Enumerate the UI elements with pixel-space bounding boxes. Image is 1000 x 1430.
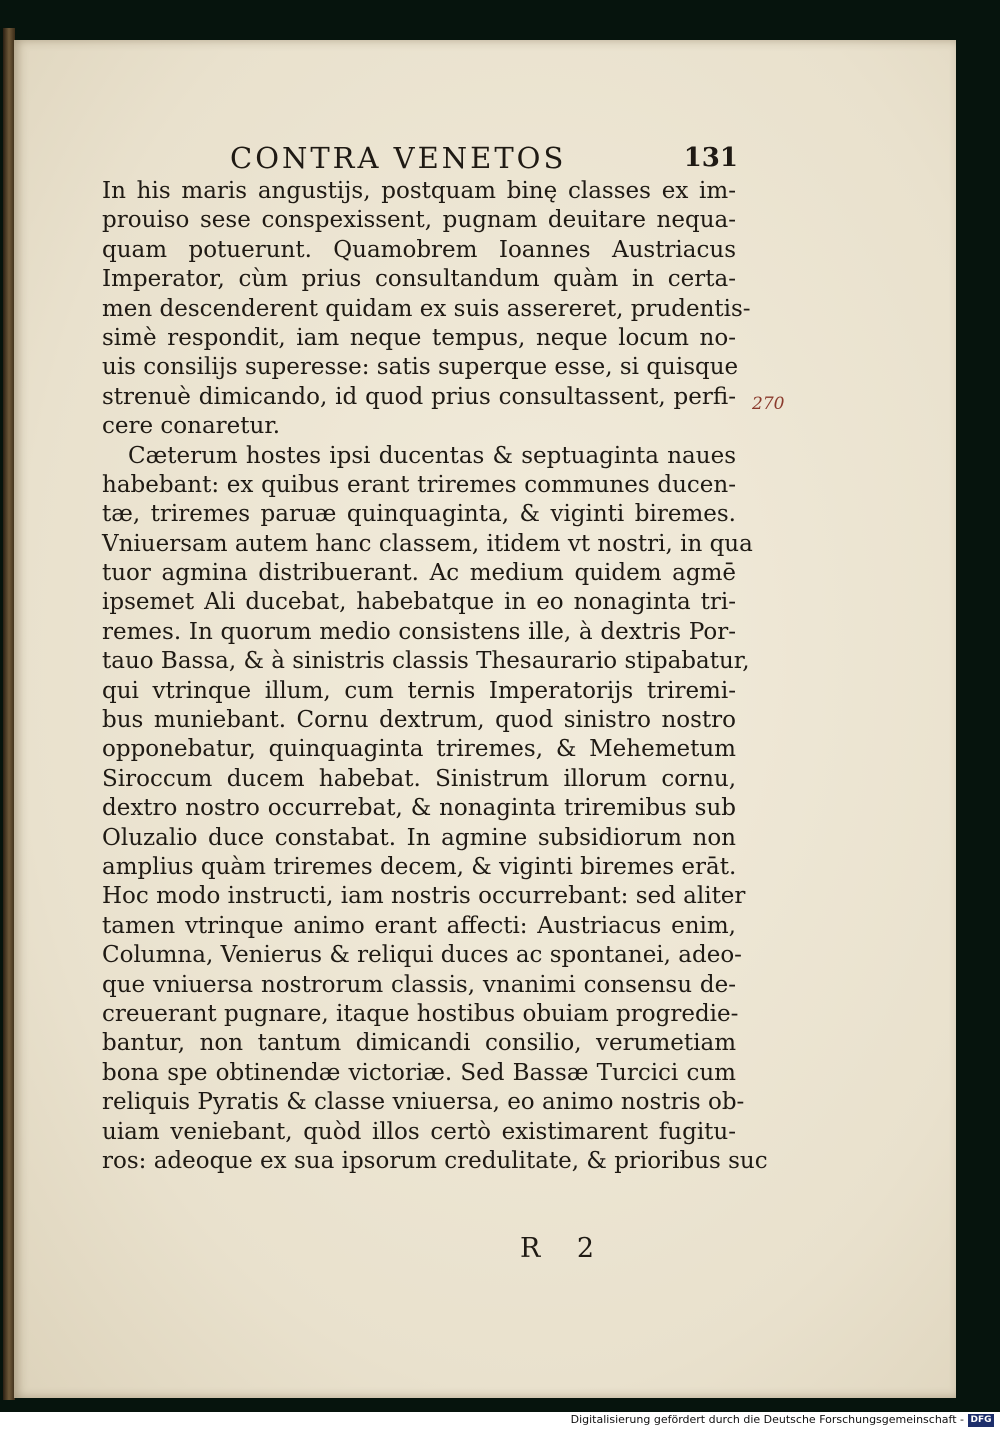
text-line: tamen vtrinque animo erant affecti: Austriacus enim, [102,912,736,939]
text-line: dextro nostro occurrebat, & nonaginta triremibus sub [102,795,736,822]
text-line: reliquis Pyratis & classe vniuersa, eo animo nostris ob- [102,1089,745,1116]
signature-mark: R 2 [520,1233,609,1264]
text-line: tuor agmina distribuerant. Ac medium quidem agmē [102,560,736,587]
book-page [14,40,956,1398]
text-line: opponebatur, quinquaginta triremes, & Mehemetum [102,736,736,763]
text-line: bona spe obtinendæ victoriæ. Sed Bassæ Turcici cum [102,1059,736,1086]
text-line: Hoc modo instructi, iam nostris occurrebant: sed aliter [102,883,746,910]
paragraph-1 [102,177,751,442]
text-line: uis consilijs superesse: satis superque esse, si quisque [102,354,739,381]
text-line: bantur, non tantum dimicandi consilio, verumetiam [102,1030,736,1057]
text-line: cere conaretur. [102,413,281,440]
page-number: 131 [683,143,738,173]
text-line: habebant: ex quibus erant triremes communes ducen- [102,471,736,498]
text-line: tæ, triremes paruæ quinquaginta, & viginti biremes. [102,501,736,528]
text-line: qui vtrinque illum, cum ternis Imperatorijs triremi- [102,677,736,704]
dfg-logo-icon: DFG [968,1414,994,1427]
running-head: CONTRA VENETOS [230,141,567,175]
text-line: ipsemet Ali ducebat, habebatque in eo nonaginta tri- [102,589,736,616]
text-line: strenuè dimicando, id quod prius consultassent, perfi- [102,383,736,410]
text-block [102,141,768,1264]
text-line: In his maris angustijs, postquam binę classes ex im- [102,178,736,204]
text-line: ros: adeoque ex sua ipsorum credulitate, & prioribus suc [102,1147,768,1174]
text-line: men descenderent quidam ex suis assereret, prudentis- [102,295,751,322]
funding-notice: Digitalisierung gefördert durch die Deutsche Forschungsgemeinschaft - [570,1413,964,1426]
marginal-note: 270 [752,394,785,414]
text-line: simè respondit, iam neque tempus, neque locum no- [102,324,736,351]
text-line: Oluzalio duce constabat. In agmine subsidiorum non [102,824,736,851]
text-line: quam potuerunt. Quamobrem Ioannes Austriacus [102,236,736,263]
text-line: tauo Bassa, & à sinistris classis Thesaurario stipabatur, [102,648,750,675]
text-line: Siroccum ducem habebat. Sinistrum illorum cornu, [102,765,736,792]
text-line: creuerant pugnare, itaque hostibus obuiam progredie- [102,1000,739,1027]
text-line: remes. In quorum medio consistens ille, à dextris Por- [102,618,736,645]
text-line: bus muniebant. Cornu dextrum, quod sinistro nostro [102,707,736,734]
text-line: amplius quàm triremes decem, & viginti biremes erāt. [102,853,737,880]
text-line: Cæterum hostes ipsi ducentas & septuaginta naues [128,442,736,469]
text-line: uiam veniebant, quòd illos certò existimarent fugitu- [102,1118,736,1145]
footer-bar [0,1412,1000,1430]
paragraph-2 [102,442,768,1177]
text-line: que vniuersa nostrorum classis, vnanimi consensu de- [102,971,736,998]
text-line: Imperator, cùm prius consultandum quàm in certa- [102,266,736,293]
page-header [102,141,736,177]
text-line: Vniuersam autem hanc classem, itidem vt nostri, in qua [102,530,753,557]
text-line: prouiso sese conspexissent, pugnam deuitare nequa- [102,207,736,234]
text-line: Columna, Venierus & reliqui duces ac spontanei, adeo- [102,942,742,969]
